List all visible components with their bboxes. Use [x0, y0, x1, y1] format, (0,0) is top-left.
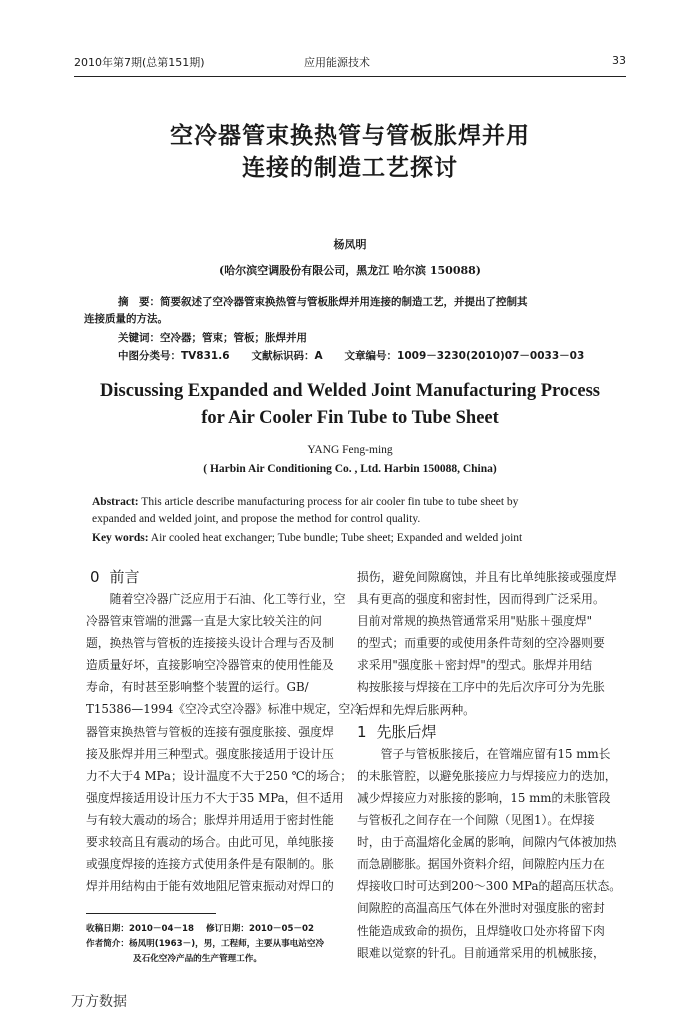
- keywords-en-label: Key words:: [92, 532, 149, 544]
- body-line: 后焊和先焊后胀两种。: [357, 702, 475, 717]
- body-line: 题，换热管与管板的连接接头设计合理与否及制: [86, 636, 334, 651]
- section-0-number: 0: [90, 568, 100, 586]
- body-line: 具有更高的强度和密封性，因而得到广泛采用。: [357, 592, 605, 607]
- body-line: 间隙腔的高温高压气体在外泄时对强度胀的密封: [357, 901, 605, 916]
- author-cn: 杨凤明: [333, 238, 367, 251]
- body-line: 造质量好坏，直接影响空冷器管束的使用性能及: [86, 658, 334, 673]
- revised-label: 修订日期：: [205, 924, 249, 934]
- body-line: 求采用"强度胀＋密封焊"的型式。胀焊并用结: [357, 658, 592, 673]
- body-line: 眼难以觉察的针孔。目前通常采用的机械胀接，: [357, 945, 605, 960]
- body-line: 或强度焊接的连接方式使用条件是有限制的。胀: [86, 857, 334, 872]
- keywords-en: [92, 532, 612, 544]
- abstract-en-line-2: expanded and welded joint, and propose the method for control quality.: [92, 513, 421, 525]
- header-rule: [74, 76, 626, 77]
- keywords-en-text: Air cooled heat exchanger; Tube bundle; Tube sheet; Expanded and welded joint: [148, 532, 523, 544]
- keywords-cn-text: 空冷器；管束；管板；胀焊并用: [160, 332, 307, 344]
- abstract-cn-label: 摘 要：: [118, 296, 160, 308]
- body-line: 与有较大震动的场合；胀焊并用适用于密封性能: [86, 812, 334, 827]
- body-line: 性能造成致命的损伤，且焊缝收口处亦将留下肉: [357, 923, 605, 938]
- section-1-number: 1: [357, 722, 367, 741]
- abstract-cn-line-1: 简要叙述了空冷器管束换热管与管板胀焊并用连接的制造工艺，并提出了控制其: [160, 296, 528, 308]
- author-en: YANG Feng-ming: [307, 444, 393, 456]
- author-bio-line-1: 杨凤明(1963－)，男，工程师，主要从事电站空冷: [128, 939, 325, 949]
- abstract-en-label: Abstract:: [92, 496, 139, 508]
- abstract-cn: [84, 294, 616, 328]
- section-0-title: 前言: [109, 568, 140, 586]
- body-line: T15386—1994《空冷式空冷器》标准中规定，空冷: [86, 702, 362, 717]
- clc-number: 中图分类号：TV831.6: [118, 350, 230, 362]
- keywords-cn-label: 关键词：: [118, 332, 160, 344]
- wanfang-watermark: 万方数据: [71, 994, 127, 1010]
- body-line: 焊接收口时可达到200～300 MPa的超高压状态。: [357, 879, 622, 894]
- title-en-line-1: Discussing Expanded and Welded Joint Manufacturing Process: [100, 381, 600, 401]
- affiliation-en: ( Harbin Air Conditioning Co. , Ltd. Harbin 150088, China): [203, 463, 497, 475]
- body-line: 冷器管束管端的泄露一直是大家比较关注的问: [86, 614, 322, 629]
- body-line: 寿命，有时甚至影响整个装置的运行。GB/: [86, 680, 309, 695]
- affiliation-cn: (哈尔滨空调股份有限公司，黑龙江 哈尔滨 150088): [219, 264, 481, 277]
- body-line: 损伤，避免间隙腐蚀，并且有比单纯胀接或强度焊: [357, 570, 617, 584]
- abstract-en-line-1: This article describe manufacturing process for air cooler fin tube to tube sheet by: [138, 496, 519, 508]
- body-line: 焊并用结构由于能有效地阻尼管束振动对焊口的: [86, 879, 334, 894]
- body-line: 减少焊接应力对胀接的影响，15 mm的未胀管段: [357, 790, 611, 805]
- title-cn-line-1: 空冷器管束换热管与管板胀焊并用: [170, 122, 530, 149]
- right-column: [357, 566, 625, 964]
- abstract-cn-line-2: 连接质量的方法。: [84, 313, 168, 325]
- classification-line: [118, 348, 584, 363]
- footnote: [86, 922, 348, 967]
- body-line: 随着空冷器广泛应用于石油、化工等行业，空: [86, 592, 346, 606]
- title-en-line-2: for Air Cooler Fin Tube to Tube Sheet: [201, 408, 499, 428]
- title-cn-line-2: 连接的制造工艺探讨: [242, 154, 458, 181]
- document-code: 文献标识码：A: [251, 350, 323, 362]
- received-label: 收稿日期：: [86, 924, 129, 934]
- keywords-cn: [118, 330, 307, 345]
- body-line: 器管束换热管与管板的连接有强度胀接、强度焊: [86, 724, 334, 739]
- body-line: 时，由于高温熔化金属的影响，间隙内气体被加热: [357, 835, 617, 850]
- paper-title-cn: [74, 120, 626, 184]
- paper-title-en: [74, 378, 626, 432]
- received-date: 2010－04－18: [128, 924, 195, 934]
- section-heading-0: [90, 566, 140, 588]
- article-number: 文章编号：1009－3230(2010)07－0033－03: [344, 350, 585, 362]
- revised-date: 2010－05－02: [248, 924, 314, 934]
- body-line: 强度焊接适用设计压力不大于35 MPa，但不适用: [86, 790, 344, 805]
- body-line: 而急剧膨胀。据国外资料介绍，间隙腔内压力在: [357, 857, 605, 872]
- body-line: 与管板孔之间存在一个间隙（见图1）。在焊接: [357, 813, 595, 828]
- abstract-en: [92, 494, 612, 528]
- author-bio-label: 作者简介：: [86, 939, 129, 949]
- body-line: 目前对常规的换热管通常采用"贴胀＋强度焊": [357, 614, 592, 629]
- body-line: 的型式；而重要的或使用条件苛刻的空冷器则要: [357, 636, 605, 651]
- issue-info: 2010年第7期(总第151期): [74, 56, 205, 69]
- body-line: 的未胀管腔，以避免胀接应力与焊接应力的迭加，: [357, 768, 617, 783]
- running-header: [74, 54, 626, 72]
- left-column: [86, 588, 362, 897]
- body-line: 要求较高且有震动的场合。由此可见，单纯胀接: [86, 835, 334, 850]
- page-number: 33: [612, 54, 626, 67]
- body-line: 力不大于4 MPa；设计温度不大于250 ℃的场合；: [86, 768, 352, 783]
- author-bio-line-2: 及石化空冷产品的生产管理工作。: [133, 954, 262, 964]
- body-line: 管子与管板胀接后，在管端应留有15 mm长: [357, 746, 611, 761]
- journal-name: 应用能源技术: [304, 56, 370, 69]
- section-heading-1: [357, 721, 625, 743]
- body-line: 构按胀接与焊接在工序中的先后次序可分为先胀: [357, 680, 605, 695]
- section-1-title: 先胀后焊: [376, 722, 437, 741]
- body-line: 接及胀焊并用三种型式。强度胀接适用于设计压: [86, 746, 334, 761]
- footnote-rule: [86, 913, 216, 914]
